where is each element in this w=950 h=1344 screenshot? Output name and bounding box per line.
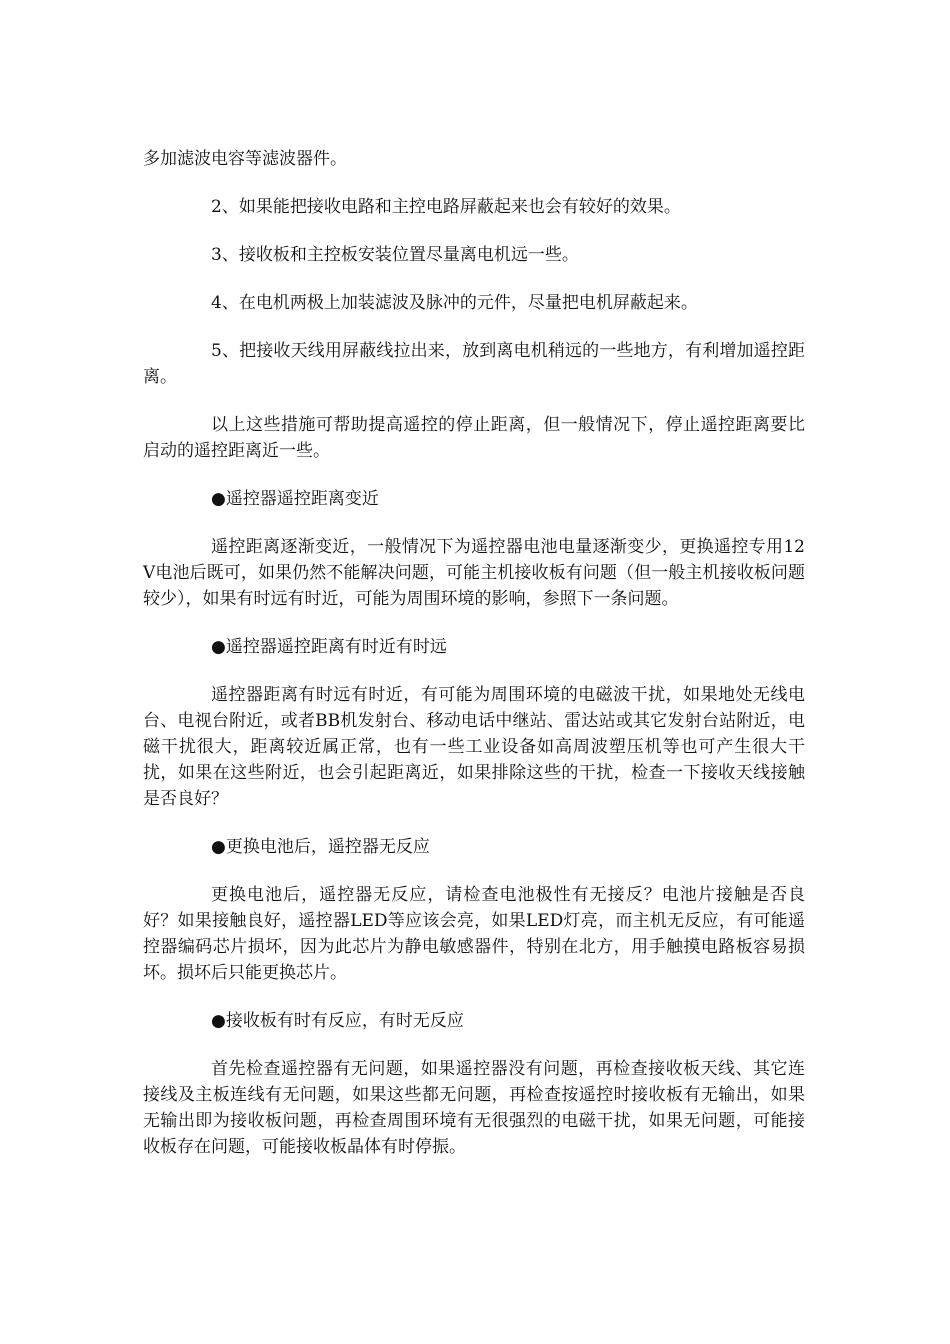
document-body bbox=[143, 146, 805, 1182]
paragraph-item-2: 2、如果能把接收电路和主控电路屏蔽起来也会有较好的效果。 bbox=[211, 197, 681, 217]
paragraph-continuation: 多加滤波电容等滤波器件。 bbox=[143, 149, 347, 169]
paragraph-item-3: 3、接收板和主控板安装位置尽量离电机远一些。 bbox=[211, 245, 579, 265]
section-heading-receiver-intermittent: ●接收板有时有反应，有时无反应 bbox=[211, 1011, 464, 1031]
paragraph-item-4: 4、在电机两极上加装滤波及脉冲的元件，尽量把电机屏蔽起来。 bbox=[211, 293, 698, 313]
paragraph-battery-no-response: 更换电池后，遥控器无反应，请检查电池极性有无接反？电池片接触是否良好？如果接触良好，遥控器LED等应该会亮，如果LED灯亮，而主机无反应，有可能遥控器编码芯片损坏，因为此芯片为静电敏感器件，特别在北方，用手触摸电路板容易损坏。损坏后只能更换芯片。 bbox=[143, 885, 805, 983]
paragraph-distance-shorter: 遥控距离逐渐变近，一般情况下为遥控器电池电量逐渐变少，更换遥控专用12V电池后既可，如果仍然不能解决问题，可能主机接收板有问题（但一般主机接收板问题较少），如果有时远有时近，可能为周围环境的影响，参照下一条问题。 bbox=[143, 537, 805, 609]
paragraph-receiver-intermittent: 首先检查遥控器有无问题，如果遥控器没有问题，再检查接收板天线、其它连接线及主板连线有无问题，如果这些都无问题，再检查按遥控时接收板有无输出，如果无输出即为接收板问题，再检查周围环境有无很强烈的电磁干扰，如果无问题，可能接收板存在问题，可能接收板晶体有时停振。 bbox=[143, 1059, 805, 1157]
section-heading-distance-shorter: ●遥控器遥控距离变近 bbox=[211, 489, 379, 509]
section-heading-distance-varies: ●遥控器遥控距离有时近有时远 bbox=[211, 637, 447, 657]
paragraph-item-5: 5、把接收天线用屏蔽线拉出来，放到离电机稍远的一些地方，有利增加遥控距离。 bbox=[143, 341, 805, 387]
paragraph-summary: 以上这些措施可帮助提高遥控的停止距离，但一般情况下，停止遥控距离要比启动的遥控距离近一些。 bbox=[143, 415, 805, 461]
paragraph-distance-varies: 遥控器距离有时远有时近，有可能为周围环境的电磁波干扰，如果地处无线电台、电视台附近，或者BB机发射台、移动电话中继站、雷达站或其它发射台站附近，电磁干扰很大，距离较近属正常，也有一些工业设备如高周波塑压机等也可产生很大干扰，如果在这些附近，也会引起距离近，如果排除这些的干扰，检查一下接收天线接触是否良好？ bbox=[143, 685, 805, 809]
section-heading-battery-no-response: ●更换电池后，遥控器无反应 bbox=[211, 837, 430, 857]
